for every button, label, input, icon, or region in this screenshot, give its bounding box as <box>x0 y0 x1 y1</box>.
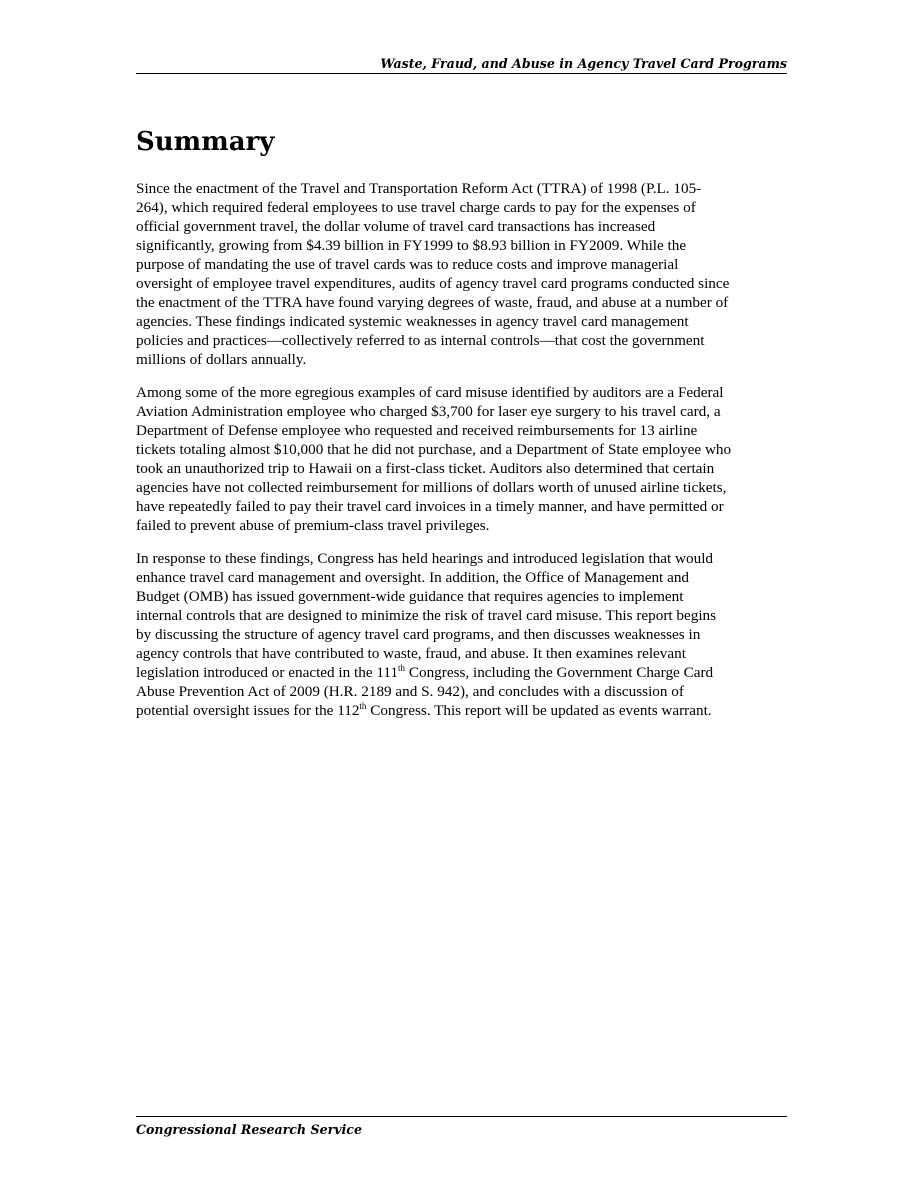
ordinal-superscript: th <box>359 700 367 711</box>
text-line: Department of Defense employee who requested and received reimbursements for 13 airline <box>136 422 698 439</box>
text-line: tickets totaling almost $10,000 that he did not purchase, and a Department of State employee who <box>136 441 732 458</box>
running-footer <box>136 1116 787 1139</box>
text-line: In response to these findings, Congress has held hearings and introduced legislation that would <box>136 550 714 567</box>
text-line: Budget (OMB) has issued government-wide guidance that requires agencies to implement <box>136 588 684 605</box>
running-header-title: Waste, Fraud, and Abuse in Agency Travel Card Programs <box>380 56 787 71</box>
paragraph-1 <box>136 179 787 369</box>
text-line: have repeatedly failed to pay their travel card invoices in a timely manner, and have permitted or <box>136 498 724 515</box>
text-line: agencies. These findings indicated systemic weaknesses in agency travel card management <box>136 313 689 330</box>
text-line: agencies have not collected reimbursement for millions of dollars worth of unused airline tickets, <box>136 479 727 496</box>
text-line: policies and practices—collectively referred to as internal controls—that cost the government <box>136 332 705 349</box>
text-line: significantly, growing from $4.39 billion in FY1999 to $8.93 billion in FY2009. While the <box>136 237 687 254</box>
text-line: failed to prevent abuse of premium-class travel privileges. <box>136 517 490 534</box>
text-line: took an unauthorized trip to Hawaii on a first-class ticket. Auditors also determined that certain <box>136 460 715 477</box>
text-line: enhance travel card management and oversight. In addition, the Office of Management and <box>136 569 690 586</box>
text-line: Abuse Prevention Act of 2009 (H.R. 2189 and S. 942), and concludes with a discussion of <box>136 683 684 700</box>
text-line: purpose of mandating the use of travel cards was to reduce costs and improve managerial <box>136 256 679 273</box>
text-line: internal controls that are designed to minimize the risk of travel card misuse. This report begins <box>136 607 717 624</box>
text-line-with-superscript <box>136 663 787 682</box>
text-line: 264), which required federal employees to use travel charge cards to pay for the expenses of <box>136 199 696 216</box>
running-header <box>136 54 787 74</box>
paragraph-2 <box>136 383 787 535</box>
footer-publisher: Congressional Research Service <box>136 1122 362 1137</box>
text-line: oversight of employee travel expenditures, audits of agency travel card programs conducted since <box>136 275 730 292</box>
text-line-with-superscript <box>136 701 787 720</box>
text-segment: potential oversight issues for the 112 <box>136 702 360 719</box>
text-segment: Congress. This report will be updated as events warrant. <box>366 702 712 719</box>
text-line: Aviation Administration employee who charged $3,700 for laser eye surgery to his travel card, a <box>136 403 721 420</box>
text-line: agency controls that have contributed to waste, fraud, and abuse. It then examines relevant <box>136 645 686 662</box>
text-line: Since the enactment of the Travel and Transportation Reform Act (TTRA) of 1998 (P.L. 105- <box>136 180 702 197</box>
text-segment: legislation introduced or enacted in the 111 <box>136 664 399 681</box>
ordinal-superscript: th <box>398 662 406 673</box>
paragraph-3 <box>136 549 787 720</box>
text-line: the enactment of the TTRA have found varying degrees of waste, fraud, and abuse at a number of <box>136 294 729 311</box>
text-segment: Congress, including the Government Charge Card <box>405 664 714 681</box>
text-line: by discussing the structure of agency travel card programs, and then discusses weaknesses in <box>136 626 701 643</box>
text-line: official government travel, the dollar volume of travel card transactions has increased <box>136 218 656 235</box>
summary-body <box>136 179 787 734</box>
section-title: Summary <box>136 127 275 157</box>
text-line: Among some of the more egregious examples of card misuse identified by auditors are a Federal <box>136 384 724 401</box>
text-line: millions of dollars annually. <box>136 351 307 368</box>
